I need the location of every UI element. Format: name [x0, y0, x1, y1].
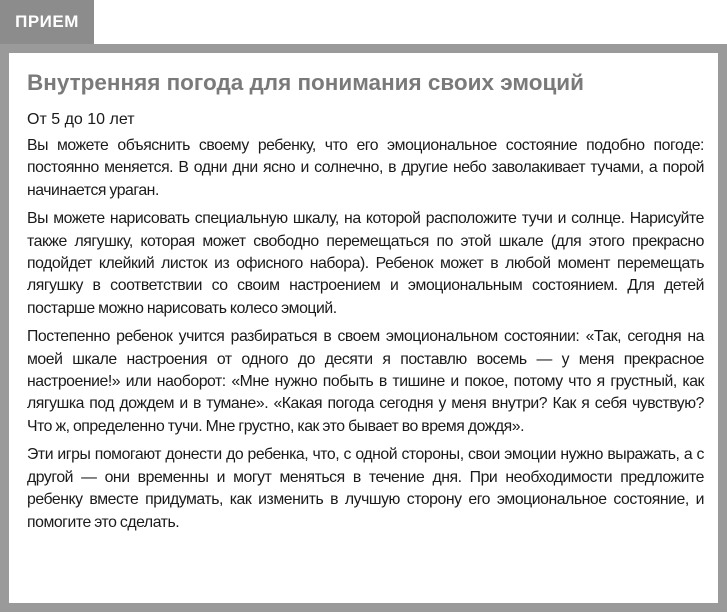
section-tab	[0, 0, 94, 44]
paragraph-2: Вы можете нарисовать специальную шкалу, на которой расположите тучи и солнце. Нарисуйте также лягушку, которая может свободно перемещаться по этой шкале (для этого прекрасно подойдет клейкий листок из офисного набора). Ребенок может в любой момент перемещать лягушку в соответствии со своим настроением и эмоциональным состоянием. Для детей постарше можно нарисовать колесо эмоций.	[27, 210, 704, 317]
paragraph-1: Вы можете объяснить своему ребенку, что его эмоциональное состояние подобно погоде: постоянно меняется. В одни дни ясно и солнечно, в другие небо заволакивает тучами, а порой начинается ураган.	[27, 137, 704, 199]
technique-box	[0, 44, 727, 612]
paragraph-3: Постепенно ребенок учится разбираться в своем эмоциональном состоянии: «Так, сегодня на моей шкале настроения от одного до десяти я поставлю восемь — у меня прекрасное настроение!» или наоборот: «Мне нужно побыть в тишине и покое, потому что я грустный, как лягушка под дождем и в тумане». «Какая погода сегодня у меня внутри? Как я себя чувствую? Что ж, определенно тучи. Мне грустно, как это бывает во время дождя».	[27, 328, 704, 435]
age-range: От 5 до 10 лет	[27, 111, 135, 128]
article-title: Внутренняя погода для понимания своих эмоций	[27, 70, 584, 95]
paragraph-4: Эти игры помогают донести до ребенка, что, с одной стороны, свои эмоции нужно выражать, а с другой — они временны и могут меняться в течение дня. При необходимости предложите ребенку вместе придумать, как изменить в лучшую сторону его эмоциональное состояние, и помогите это сделать.	[27, 446, 704, 531]
section-tab-label: ПРИЕМ	[15, 12, 79, 31]
